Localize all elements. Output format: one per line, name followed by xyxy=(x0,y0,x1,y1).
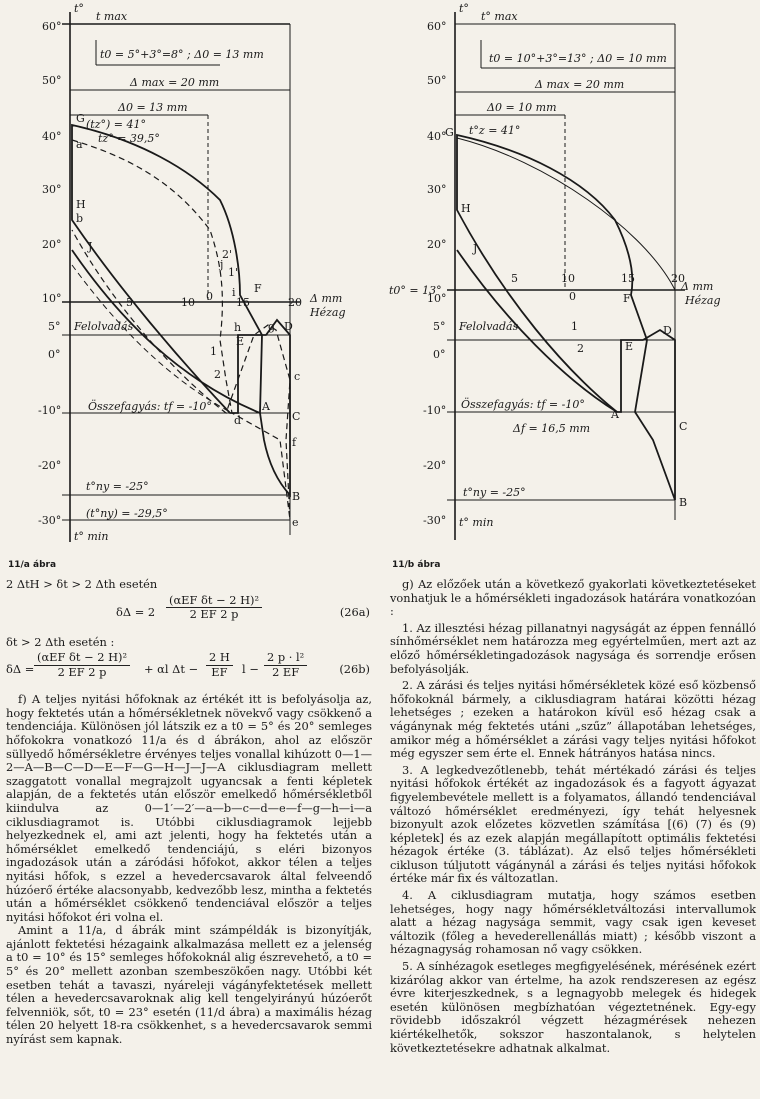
svg-text:tz° = 39,5°: tz° = 39,5° xyxy=(98,132,160,145)
svg-text:5: 5 xyxy=(511,272,518,285)
svg-text:A: A xyxy=(611,408,619,421)
list-item: 3. A legkedvezőtlenebb, tehát mértékadó zárási és teljes nyitási hőfokok értékét az ingadozások és a fagyott ágyazat figyelembevétele mellett is a folyamatos, állandó tendenciával változó hőmérséklet eredményezi, így tehát helyesnek bizonyult azok előzetes közvetlen számítása [(6) (7) és (9) képletek] és az ezek alapján megállapított optimális fektetési hézagok értéke (3. táblázat). Az első teljes hőmérsékleti cikluson túljutott vágánynál a zárási és teljes nyitási hőfokok értéke már fix és változatlan. xyxy=(390,762,756,886)
svg-text:0°: 0° xyxy=(48,348,61,361)
svg-text:h: h xyxy=(234,321,242,334)
eq2-denominator-2: EF xyxy=(211,664,228,679)
left-text-column xyxy=(6,578,372,1047)
svg-text:a: a xyxy=(76,138,83,151)
conclusions-list xyxy=(390,622,756,1055)
eq1-lhs: δΔ = 2 xyxy=(116,604,156,619)
svg-text:20°: 20° xyxy=(427,238,447,251)
svg-text:2: 2 xyxy=(577,342,584,355)
svg-text:D: D xyxy=(284,320,293,333)
svg-text:t°: t° xyxy=(459,2,469,15)
svg-text:20°: 20° xyxy=(42,238,62,251)
svg-text:5: 5 xyxy=(126,296,133,309)
svg-text:i: i xyxy=(232,286,236,299)
svg-text:H: H xyxy=(76,198,86,211)
equation-26a xyxy=(6,594,372,634)
condition-2: δt > 2 Δth esetén : xyxy=(6,634,115,649)
svg-text:60°: 60° xyxy=(42,20,62,33)
svg-text:40°: 40° xyxy=(42,130,62,143)
equation-26b xyxy=(6,651,372,691)
list-item: 4. A ciklusdiagram mutatja, hogy számos esetben lehetséges, hogy nagy hőmérsékletváltozási intervallumok alatt a hézag nagysága semmit, vagy csak igen keveset változik (főleg a hevederellenállás miatt) ; később viszont a hézagnagyság rohamosan nő vagy csökken. xyxy=(390,888,756,957)
svg-text:50°: 50° xyxy=(427,74,447,87)
svg-text:20: 20 xyxy=(288,296,302,309)
svg-text:1: 1 xyxy=(571,320,578,333)
svg-text:j: j xyxy=(220,258,224,271)
svg-text:Δ max = 20 mm: Δ max = 20 mm xyxy=(535,78,625,91)
paragraph-f: f) A teljes nyitási hőfoknak az értékét itt is befolyásolja az, hogy fektetés után a hőmérsékletnek növekvő vagy csökkenő a tendenciája. Különösen jól látszik ez a t0 = 5° és 20° semleges hőfokokra vonatkozó 11/a és d ábrákon, ahol az először süllyedő hőmérsékletre érvényes teljes vonallal kihúzott 0—1—2—A—B—C—D—E—F—G—H—J—J—A ciklusdiagram mellett szaggatott vonallal megrajzolt ugyancsak a fenti képletek alapján, de a fektetés után először emelkedő hőmérsékletből kiindulva az 0—1′—2′—a—b—c—d—e—f—g—h—i—a ciklusdiagramot is. Utóbbi ciklusdiagramok lejjebb helyezkednek el, ami azt jelenti, hogy ha fektetés után a hőmérséklet emelkedő tendenciájú, s eléri bizonyos ingadozások után a záródási hőfokot, akkor télen a teljes nyitási hőfok, s ezzel a hevedercsavarok által felveendő húzóerő értéke alacsonyabb, kedvezőbb lesz, mintha a fektetés után a hőmérséklet csökkenő tendenciával először a teljes nyitási hőfokot éri volna el. xyxy=(6,692,372,924)
svg-text:Δ mm: Δ mm xyxy=(310,292,343,305)
svg-text:30°: 30° xyxy=(427,183,447,196)
svg-text:10: 10 xyxy=(181,296,195,309)
svg-text:2: 2 xyxy=(214,368,221,381)
svg-text:t° max: t° max xyxy=(481,10,518,23)
svg-text:Δf = 16,5 mm: Δf = 16,5 mm xyxy=(513,422,591,435)
svg-text:t°z = 41°: t°z = 41° xyxy=(469,124,521,137)
paragraph-2: Amint a 11/a, d ábrák mint számpéldák is bizonyítják, ajánlott fektetési hézagaink alkalmazása mellett ez a jelenség a t0 = 10° és 15° semleges hőfokoknál alig észrevehető, a t0 = 5° és 20° mellett azonban szembeszökően nagy. Utóbbi két esetben tehát a tavaszi, nyáreleji vágányfektetések mellett télen a hevedercsavaroknak alig kell tengelyirányú húzóerőt felvenniök, sőt, t0 = 23° esetén (11/d ábra) a maximális hézag télen 20 helyett 18-ra csökkenhet, s a hevedercsavarok semmi nyírást sem kapnak. xyxy=(6,923,372,1047)
eq2-mid-2: l − xyxy=(242,662,259,677)
list-item: 2. A zárási és teljes nyitási hőmérsékletek közé eső közbenső hőfokoknál bármely, a ciklusdiagram határai közötti hézag lehetséges ; ezeken a határokon kívül eső hézag csak a vágánynak még fektetés utáni „szűz” állapotában lehetséges, amikor még a hőmérséklet a zárási vagy teljes nyitási hőfokot még egyszer sem érte el. Ennek hátrányos hatása nincs. xyxy=(390,678,756,761)
svg-text:15: 15 xyxy=(621,272,635,285)
svg-text:J: J xyxy=(473,242,478,255)
list-item: 1. Az illesztési hézag pillanatnyi nagyságát az éppen fennálló sínhőmérséklet nem határozza meg egyértelműen, mert azt az előző hőmérsékletingadozások nagysága és sorrendje erősen befolyásolják. xyxy=(390,620,756,676)
svg-text:30°: 30° xyxy=(42,183,62,196)
svg-text:F: F xyxy=(623,292,631,305)
svg-text:50°: 50° xyxy=(42,74,62,87)
svg-text:G: G xyxy=(445,126,454,139)
svg-text:15: 15 xyxy=(236,296,250,309)
svg-text:-10°: -10° xyxy=(38,404,62,417)
svg-text:Δ0 = 13 mm: Δ0 = 13 mm xyxy=(118,101,188,114)
svg-text:E: E xyxy=(236,335,245,348)
svg-text:20: 20 xyxy=(671,272,685,285)
svg-text:(tz°) = 41°: (tz°) = 41° xyxy=(86,118,147,131)
svg-text:40°: 40° xyxy=(427,130,447,143)
svg-text:-30°: -30° xyxy=(423,514,447,527)
eq2-tag: (26b) xyxy=(339,662,370,677)
svg-text:Hézag: Hézag xyxy=(310,306,346,319)
eq2-denominator-3: 2 EF xyxy=(272,664,300,679)
svg-text:Összefagyás: tf = -10°: Összefagyás: tf = -10° xyxy=(88,400,212,413)
svg-text:H: H xyxy=(461,202,471,215)
svg-text:5°: 5° xyxy=(48,320,61,333)
eq1-tag: (26a) xyxy=(339,604,370,619)
svg-text:g: g xyxy=(268,320,276,333)
svg-text:E: E xyxy=(625,340,634,353)
svg-text:5°: 5° xyxy=(433,320,446,333)
svg-text:f: f xyxy=(292,436,297,449)
svg-text:1: 1 xyxy=(210,345,217,358)
svg-text:C: C xyxy=(292,410,301,423)
svg-text:t0° = 13°: t0° = 13° xyxy=(389,284,442,297)
eq1-numerator: (αEF δt − 2 H)² xyxy=(166,594,262,609)
svg-text:F: F xyxy=(254,282,262,295)
svg-text:A: A xyxy=(262,400,270,413)
svg-text:D: D xyxy=(663,324,672,337)
svg-text:10: 10 xyxy=(561,272,575,285)
svg-text:c: c xyxy=(294,370,301,383)
svg-text:t0 = 10°+3°=13° ; Δ0 = 10 mm: t0 = 10°+3°=13° ; Δ0 = 10 mm xyxy=(489,52,667,65)
svg-text:Δ mm: Δ mm xyxy=(681,280,714,293)
svg-text:t°ny = -25°: t°ny = -25° xyxy=(86,480,149,493)
svg-text:t° min: t° min xyxy=(74,530,109,543)
svg-text:10°: 10° xyxy=(42,292,62,305)
svg-text:2': 2' xyxy=(222,248,233,261)
svg-text:1': 1' xyxy=(228,266,239,279)
eq2-denominator: 2 EF 2 p xyxy=(57,664,107,679)
svg-text:60°: 60° xyxy=(427,20,447,33)
figure-11b-caption: 11/b ábra xyxy=(392,560,441,570)
eq2-numerator: (αEF δt − 2 H)² xyxy=(34,651,130,666)
svg-text:d: d xyxy=(234,414,242,427)
svg-text:-30°: -30° xyxy=(38,514,62,527)
svg-text:0: 0 xyxy=(569,290,576,303)
svg-text:-20°: -20° xyxy=(38,459,62,472)
svg-text:Hézag: Hézag xyxy=(685,294,721,307)
svg-text:Összefagyás: tf = -10°: Összefagyás: tf = -10° xyxy=(461,398,585,411)
svg-text:G: G xyxy=(76,112,85,125)
svg-text:Δ0 = 10 mm: Δ0 = 10 mm xyxy=(487,101,557,114)
svg-text:J: J xyxy=(88,240,93,253)
svg-text:0: 0 xyxy=(206,290,213,303)
svg-text:10°: 10° xyxy=(427,292,447,305)
eq2-mid: + αl Δt − xyxy=(144,662,199,677)
svg-text:(t°ny) = -29,5°: (t°ny) = -29,5° xyxy=(86,507,168,520)
svg-text:-10°: -10° xyxy=(423,404,447,417)
eq2-numerator-2: 2 H xyxy=(206,651,233,666)
figure-11a xyxy=(0,0,380,560)
svg-text:Felolvadás: Felolvadás xyxy=(459,320,519,333)
eq2-numerator-3: 2 p · l² xyxy=(264,651,307,666)
svg-text:t°: t° xyxy=(74,2,84,15)
svg-text:t0 = 5°+3°=8° ; Δ0 = 13 mm: t0 = 5°+3°=8° ; Δ0 = 13 mm xyxy=(100,48,264,61)
condition-1: 2 ΔtH > δt > 2 Δth esetén xyxy=(6,577,158,591)
figure-11b xyxy=(385,0,760,560)
svg-text:B: B xyxy=(292,490,301,503)
svg-text:t°ny = -25°: t°ny = -25° xyxy=(463,486,526,499)
svg-text:t° min: t° min xyxy=(459,516,494,529)
list-item: 5. A sínhézagok esetleges megfigyelésének, mérésének ezért kizárólag akkor van értelme, ha azok rendszeresen az egész évre kiterjeszkednek, s a legnagyobb melegek és hidegek esetén különösen megbízhatóan végeztetnének. Egy-egy rövidebb időszakról végzett hézagmérések nehezen kiértékelhetők, sokszor haszontalanok, s helytelen következtetésekre adhatnak alkalmat. xyxy=(390,959,756,1055)
svg-text:e: e xyxy=(292,516,299,529)
svg-text:B: B xyxy=(679,496,688,509)
svg-text:Δ max = 20 mm: Δ max = 20 mm xyxy=(130,76,220,89)
svg-text:0°: 0° xyxy=(433,348,446,361)
svg-text:C: C xyxy=(679,420,688,433)
paragraph-g: g) Az előzőek után a következő gyakorlati következtetéseket vonhatjuk le a hőmérsékleti ingadozások határára vonatkozóan : xyxy=(390,577,756,619)
figure-11a-caption: 11/a ábra xyxy=(8,560,57,570)
svg-text:Felolvadás: Felolvadás xyxy=(74,320,134,333)
svg-text:b: b xyxy=(76,212,84,225)
svg-text:t max: t max xyxy=(96,10,128,23)
eq2-lhs: δΔ = xyxy=(6,662,35,677)
right-text-column xyxy=(390,578,756,1058)
svg-text:-20°: -20° xyxy=(423,459,447,472)
eq1-denominator: 2 EF 2 p xyxy=(189,607,239,622)
